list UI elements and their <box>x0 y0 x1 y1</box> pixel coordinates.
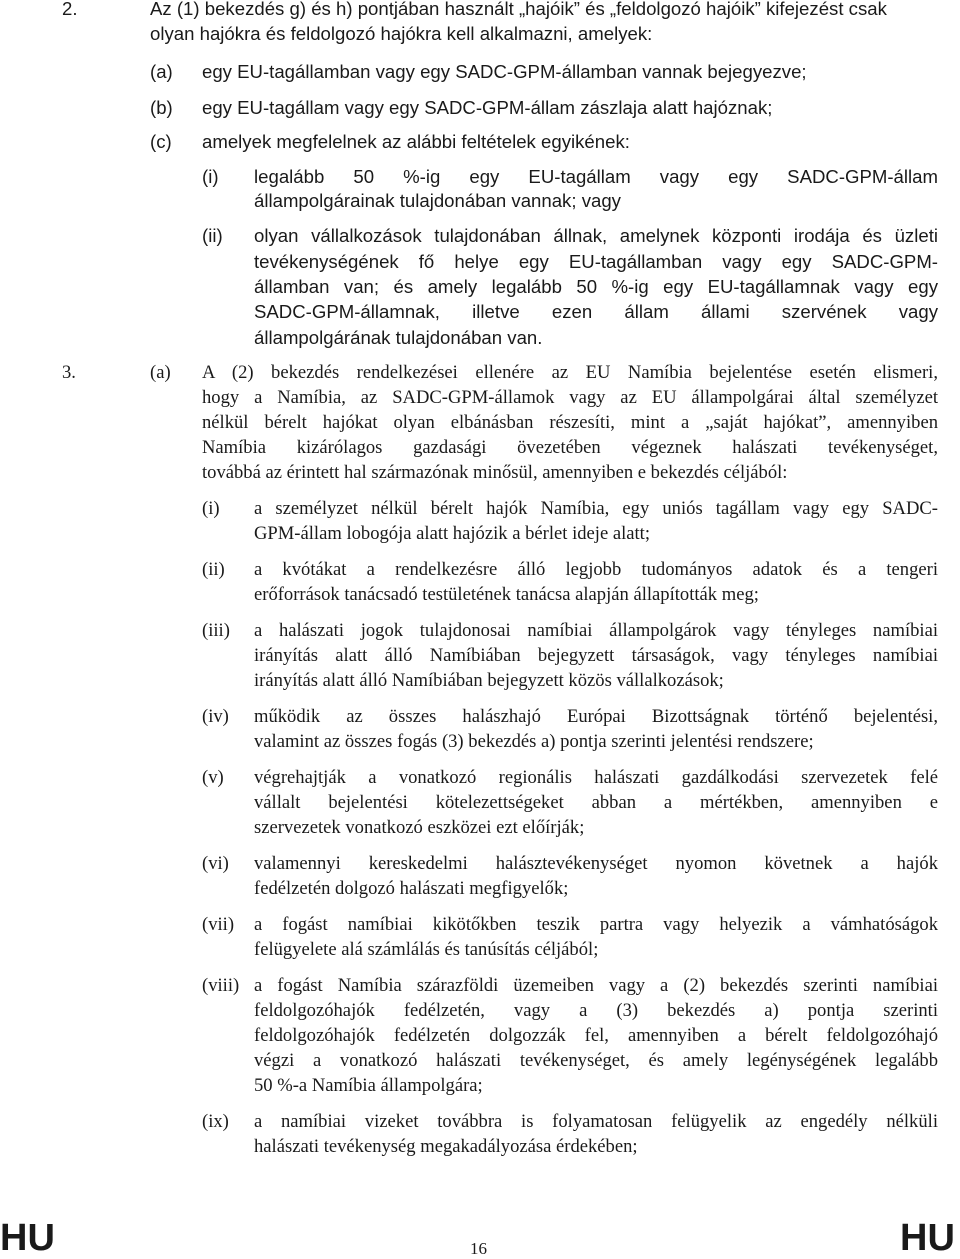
subitem-label: (viii) <box>202 975 240 996</box>
subitem-label: (ix) <box>202 1111 229 1132</box>
subitem-line: irányítás alatt álló Namíbiában bejegyzett közös vállalkozások; <box>254 670 724 691</box>
subitem-line: valamint az összes fogás (3) bekezdés a) pontja szerinti jelentési rendszere; <box>254 731 814 752</box>
subitem-line: működik az összes halászhajó Európai Bizottságnak történő bejelentési, <box>254 706 938 727</box>
section-intro-line: olyan hajókra és feldolgozó hajókra kell alkalmazni, amelyek: <box>150 23 653 44</box>
subitem-line: feldolgozóhajók fedélzetén dolgozzák fel, amennyiben a bérelt feldolgozóhajó <box>254 1025 938 1046</box>
subitem-line: a kvótákat a rendelkezésre álló legjobb tudományos adatok és a tengeri <box>254 559 938 580</box>
section-intro-line: továbbá az érintett hal származónak minősül, amennyiben e bekezdés céljából: <box>202 462 788 483</box>
subitem-line: legalább 50 %-ig egy EU-tagállam vagy egy SADC-GPM-állam <box>254 166 938 187</box>
subitem-line: felügyelete alá számlálás és tanúsítás céljából; <box>254 939 599 960</box>
subitem-line: irányítás alatt álló Namíbiában bejegyzett társaságok, vagy tényleges namíbiai <box>254 645 938 666</box>
footer-language-left: HU <box>0 1217 55 1259</box>
footer-language-right: HU <box>900 1217 955 1259</box>
subitem-line: feldolgozóhajók fedélzetén, vagy a (3) bekezdés a) pontja szerinti <box>254 1000 938 1021</box>
subitem-line: a halászati jogok tulajdonosai namíbiai állampolgárok vagy tényleges namíbiai <box>254 620 938 641</box>
subitem-line: erőforrások tanácsadó testületének tanácsa alapján állapították meg; <box>254 584 759 605</box>
subitem-line: végzi a vonatkozó halászati tevékenységet, és amely legénységének legalább <box>254 1050 938 1071</box>
subitem-line: a fogást Namíbia szárazföldi üzemeiben vagy a (2) bekezdés szerinti namíbiai <box>254 975 938 996</box>
item-label: (a) <box>150 362 171 383</box>
item-label: (b) <box>150 97 173 118</box>
subitem-line: a namíbiai vizeket továbbra is folyamatosan felügyelik az engedély nélküli <box>254 1111 938 1132</box>
item-text: egy EU-tagállamban vagy egy SADC-GPM-államban vannak bejegyezve; <box>202 61 807 82</box>
page-number: 16 <box>470 1239 487 1258</box>
section-intro-line: Namíbia kizárólagos gazdasági övezetében végeznek halászati tevékenységet, <box>202 437 938 458</box>
subitem-label: (ii) <box>202 225 223 246</box>
subitem-line: valamennyi kereskedelmi halásztevékenységet nyomon követnek a hajók <box>254 853 938 874</box>
subitem-line: 50 %-a Namíbia állampolgára; <box>254 1075 483 1096</box>
subitem-line: szervezetek vonatkozó eszközei ezt előírják; <box>254 817 585 838</box>
section-intro-line: nélkül bérelt hajókat olyan elbánásban részesíti, mint a „saját hajókat”, amennyiben <box>202 412 938 433</box>
subitem-label: (ii) <box>202 559 225 580</box>
section-intro-line: A (2) bekezdés rendelkezései ellenére az EU Namíbia bejelentése esetén elismeri, <box>202 362 938 383</box>
subitem-label: (vii) <box>202 914 235 935</box>
subitem-line: fedélzetén dolgozó halászati megfigyelők; <box>254 878 569 899</box>
section-number: 2. <box>62 0 78 19</box>
subitem-line: tevékenységének fő helye egy EU-tagállamban vagy egy SADC-GPM- <box>254 251 938 272</box>
subitem-line: végrehajtják a vonatkozó regionális halászati gazdálkodási szervezetek felé <box>254 767 938 788</box>
subitem-label: (v) <box>202 767 224 788</box>
section-intro-line: hogy a Namíbia, az SADC-GPM-államok vagy az EU állampolgárai által személyzet <box>202 387 938 408</box>
subitem-line: a személyzet nélkül bérelt hajók Namíbia, egy uniós tagállam vagy egy SADC- <box>254 498 938 519</box>
subitem-line: állampolgárának tulajdonában van. <box>254 327 543 348</box>
subitem-line: vállalt bejelentési kötelezettségeket abban a mértékben, amennyiben e <box>254 792 938 813</box>
section-intro-line: Az (1) bekezdés g) és h) pontjában használt „hajóik” és „feldolgozó hajóik” kifejezést csak <box>150 0 887 19</box>
subitem-line: GPM-állam lobogója alatt hajózik a bérlet ideje alatt; <box>254 523 651 544</box>
section-number: 3. <box>62 362 76 383</box>
item-text: egy EU-tagállam vagy egy SADC-GPM-állam zászlaja alatt hajóznak; <box>202 97 773 118</box>
subitem-line: olyan vállalkozások tulajdonában állnak, amelynek központi irodája és üzleti <box>254 225 938 246</box>
subitem-label: (i) <box>202 498 220 519</box>
item-label: (c) <box>150 131 172 152</box>
subitem-line: a fogást namíbiai kikötőkben teszik partra vagy helyezik a vámhatóságok <box>254 914 938 935</box>
subitem-label: (vi) <box>202 853 229 874</box>
subitem-line: államban van; és amely legalább 50 %-ig egy EU-tagállamnak vagy egy <box>254 276 938 297</box>
subitem-line: halászati tevékenység megakadályozása érdekében; <box>254 1136 638 1157</box>
subitem-label: (iii) <box>202 620 230 641</box>
subitem-label: (iv) <box>202 706 229 727</box>
subitem-label: (i) <box>202 166 219 187</box>
subitem-line: állampolgárainak tulajdonában vannak; vagy <box>254 190 621 211</box>
item-label: (a) <box>150 61 173 82</box>
subitem-line: SADC-GPM-államnak, illetve ezen állam állami szervének vagy <box>254 301 938 322</box>
item-text: amelyek megfelelnek az alábbi feltételek egyikének: <box>202 131 630 152</box>
